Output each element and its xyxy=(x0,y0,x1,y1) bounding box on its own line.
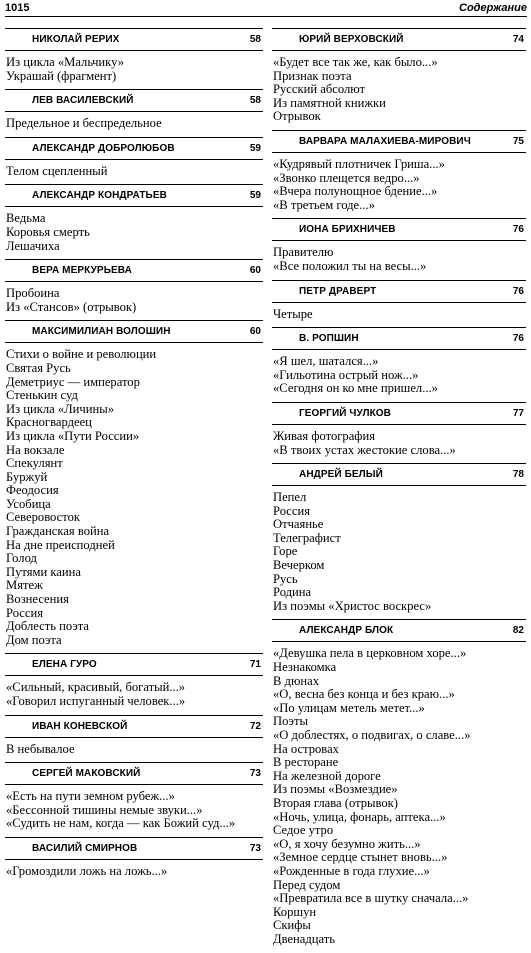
poem-title: «В твоих устах жестокие слова...» xyxy=(273,442,456,457)
section-heading xyxy=(5,716,263,738)
poem-title: Поэты xyxy=(273,714,308,729)
poem-title: Родина xyxy=(273,585,312,600)
section-heading xyxy=(5,138,263,160)
poem-title: «О доблестях, о подвигах, о славе...» xyxy=(273,728,471,742)
section-heading xyxy=(272,29,526,51)
toc-section xyxy=(272,463,526,619)
poem-title: Гражданская война xyxy=(6,524,110,539)
poem-title: Святая Русь xyxy=(6,360,71,375)
author-name: АЛЕКСАНДР БЛОК xyxy=(299,625,394,637)
poem-title: Перед судом xyxy=(273,877,341,892)
page-reference: 59 xyxy=(249,142,261,154)
author-name: ВЕРА МЕРКУРЬЕВА xyxy=(32,265,132,277)
toc-section xyxy=(272,280,526,328)
poem-list xyxy=(5,343,263,653)
section-heading xyxy=(5,260,263,282)
poem-title: «Превратила все в шутку сначала...» xyxy=(273,891,469,906)
poem-title: «Рожденные в года глухие...» xyxy=(273,863,430,878)
poem-list xyxy=(272,51,526,130)
section-heading xyxy=(5,763,263,785)
poem-title: Украшай (фрагмент) xyxy=(6,68,117,83)
poem-list xyxy=(272,642,526,952)
section-heading xyxy=(272,464,526,486)
poem-title: Россия xyxy=(273,503,311,518)
author-name: МАКСИМИЛИАН ВОЛОШИН xyxy=(32,326,171,338)
poem-list xyxy=(272,350,526,402)
author-name: АНДРЕЙ БЕЛЫЙ xyxy=(299,469,383,481)
page-reference: 60 xyxy=(249,265,261,277)
running-header xyxy=(5,2,527,17)
poem-title: Вознесения xyxy=(6,592,69,607)
poem-title: Ведьма xyxy=(6,211,46,226)
poem-title: Деметриус — император xyxy=(6,374,140,389)
poem-list xyxy=(5,738,263,763)
poem-list xyxy=(272,425,526,463)
toc-section xyxy=(5,137,263,185)
page-reference: 73 xyxy=(249,768,261,780)
poem-title: «Сильный, красивый, богатый...» xyxy=(6,680,186,695)
poem-title: Из цикла «Пути России» xyxy=(6,428,140,443)
poem-title: Отчаянье xyxy=(273,517,324,532)
poem-title: «Я шел, шатался...» xyxy=(273,354,379,369)
author-name: ВАСИЛИЙ СМИРНОВ xyxy=(32,842,138,854)
poem-title: Скифы xyxy=(273,918,311,933)
page-reference: 73 xyxy=(249,842,261,854)
poem-title: Россия xyxy=(6,605,44,620)
poem-title: Незнакомка xyxy=(273,660,337,675)
author-name: ЮРИЙ ВЕРХОВСКИЙ xyxy=(299,34,404,45)
poem-title: «Будет все так же, как было...» xyxy=(273,55,438,69)
poem-title: Живая фотография xyxy=(273,428,376,443)
poem-title: Стихи о войне и революции xyxy=(6,347,157,362)
poem-title: Предельное и беспредельное xyxy=(6,116,162,131)
poem-title: Из цикла «Личины» xyxy=(6,401,114,416)
poem-title: Путями каина xyxy=(6,564,81,579)
section-heading xyxy=(272,620,526,642)
author-name: ГЕОРГИЙ ЧУЛКОВ xyxy=(299,407,391,419)
poem-title: «Сегодня он ко мне пришел...» xyxy=(273,381,438,396)
poem-title: «Девушка пела в церковном хоре...» xyxy=(273,646,467,661)
poem-title: «Гильотина острый нож...» xyxy=(273,367,419,382)
author-name: ПЕТР ДРАВЕРТ xyxy=(299,285,377,297)
poem-title: Русский абсолют xyxy=(273,82,365,97)
page-reference: 58 xyxy=(249,34,261,45)
poem-title: «Есть на пути земном рубеж...» xyxy=(6,789,175,804)
section-heading xyxy=(5,90,263,112)
toc-section xyxy=(272,218,526,279)
poem-title: «Все положил ты на весы...» xyxy=(273,258,427,273)
poem-title: Мятеж xyxy=(6,578,43,593)
poem-title: Красногвардеец xyxy=(6,415,92,430)
poem-title: Из поэмы «Возмездие» xyxy=(273,782,398,797)
poem-list xyxy=(272,486,526,619)
toc-section xyxy=(5,28,263,89)
section-heading xyxy=(272,328,526,350)
poem-title: «Громоздили ложь на ложь...» xyxy=(6,863,168,878)
author-name: ЕЛЕНА ГУРО xyxy=(32,659,97,671)
page-reference: 74 xyxy=(512,34,524,45)
poem-title: «О, весна без конца и без краю...» xyxy=(273,687,455,702)
poem-list xyxy=(5,160,263,185)
poem-list xyxy=(5,860,263,885)
poem-title: Двенадцать xyxy=(273,931,336,946)
author-name: ИВАН КОНЕВСКОЙ xyxy=(32,720,128,732)
toc-section xyxy=(272,28,526,130)
poem-title: «Бессонной тишины немые звуки...» xyxy=(6,802,203,817)
section-heading xyxy=(272,219,526,241)
poem-title: «В третьем годе...» xyxy=(273,197,375,212)
poem-title: Русь xyxy=(273,571,298,586)
poem-list xyxy=(5,785,263,837)
author-name: АЛЕКСАНДР ДОБРОЛЮБОВ xyxy=(32,142,175,154)
section-heading xyxy=(5,185,263,207)
toc-section xyxy=(272,402,526,463)
poem-list xyxy=(272,241,526,279)
poem-title: Из памятной книжки xyxy=(273,95,386,110)
toc-section xyxy=(5,259,263,320)
poem-title: Из «Стансов» (отрывок) xyxy=(6,299,137,314)
poem-list xyxy=(5,51,263,89)
page-reference: 71 xyxy=(249,659,261,671)
poem-title: «Ночь, улица, фонарь, аптека...» xyxy=(273,809,446,824)
poem-title: «Судить не нам, когда — как Божий суд...» xyxy=(6,816,236,831)
poem-title: Из поэмы «Христос воскрес» xyxy=(273,598,432,613)
page-reference: 76 xyxy=(512,285,524,297)
poem-title: Вечерком xyxy=(273,558,325,573)
poem-title: Вторая глава (отрывок) xyxy=(273,795,398,810)
page-reference: 75 xyxy=(512,135,524,147)
page-reference: 82 xyxy=(512,625,524,637)
section-heading xyxy=(272,403,526,425)
poem-list xyxy=(5,207,263,259)
page-reference: 60 xyxy=(249,326,261,338)
running-title: Содержание xyxy=(459,2,527,14)
author-name: АЛЕКСАНДР КОНДРАТЬЕВ xyxy=(32,190,167,202)
poem-title: На вокзале xyxy=(6,442,65,457)
page-reference: 58 xyxy=(249,95,261,107)
poem-title: Спекулянт xyxy=(6,456,63,471)
toc-section xyxy=(5,653,263,714)
poem-title: Пробоина xyxy=(6,286,60,301)
poem-title: Отрывок xyxy=(273,109,321,124)
poem-list xyxy=(272,303,526,328)
poem-title: На островах xyxy=(273,741,339,756)
section-heading xyxy=(5,654,263,676)
contents-column-right xyxy=(272,28,526,953)
page-reference: 77 xyxy=(512,407,524,419)
author-name: ЛЕВ ВАСИЛЕВСКИЙ xyxy=(32,95,134,107)
toc-section xyxy=(5,837,263,885)
poem-title: Четыре xyxy=(273,306,313,321)
poem-title: Северовосток xyxy=(6,510,81,525)
poem-title: «Говорил испуганный человек...» xyxy=(6,694,186,708)
poem-title: На железной дороге xyxy=(273,768,381,783)
poem-title: Усобица xyxy=(6,496,51,511)
page-reference: 76 xyxy=(512,333,524,345)
poem-title: «Вчера полунощное бдение...» xyxy=(273,184,438,199)
toc-section xyxy=(5,320,263,653)
poem-title: Голод xyxy=(6,551,37,566)
poem-title: Седое утро xyxy=(273,823,334,838)
toc-section xyxy=(5,184,263,259)
author-name: НИКОЛАЙ РЕРИХ xyxy=(32,34,120,45)
poem-title: На дне преисподней xyxy=(6,537,115,552)
poem-title: Телом сцепленный xyxy=(6,163,108,178)
author-name: СЕРГЕЙ МАКОВСКИЙ xyxy=(32,768,141,780)
poem-title: Признак поэта xyxy=(273,68,352,83)
poem-list xyxy=(5,282,263,320)
poem-title: Лешачиха xyxy=(6,238,60,253)
poem-title: «О, я хочу безумно жить...» xyxy=(273,836,421,851)
poem-title: «По улицам метель метет...» xyxy=(273,700,425,715)
poem-title: Буржуй xyxy=(6,469,48,484)
page-reference: 76 xyxy=(512,224,524,236)
section-heading xyxy=(5,838,263,860)
poem-title: Стенькин суд xyxy=(6,388,78,403)
author-name: ВАРВАРА МАЛАХИЕВА-МИРОВИЧ xyxy=(299,135,471,147)
poem-title: Коровья смерть xyxy=(6,224,90,239)
poem-list xyxy=(5,676,263,714)
poem-title: Из цикла «Мальчику» xyxy=(6,55,125,69)
poem-title: Доблесть поэта xyxy=(6,619,89,634)
poem-title: Феодосия xyxy=(6,483,59,498)
poem-title: Правителю xyxy=(273,245,334,260)
page-number: 1015 xyxy=(5,2,30,14)
section-heading xyxy=(272,281,526,303)
author-name: В. РОПШИН xyxy=(299,333,359,345)
page-reference: 59 xyxy=(249,190,261,202)
poem-title: Горе xyxy=(273,544,298,559)
poem-title: Телеграфист xyxy=(273,530,341,545)
section-heading xyxy=(272,131,526,153)
poem-list xyxy=(272,153,526,218)
toc-section xyxy=(272,327,526,402)
poem-title: Пепел xyxy=(273,490,307,505)
section-heading xyxy=(5,321,263,343)
author-name: ИОНА БРИХНИЧЕВ xyxy=(299,224,396,236)
poem-title: «Земное сердце стынет вновь...» xyxy=(273,850,448,865)
poem-title: В дюнах xyxy=(273,673,319,688)
poem-title: В небывалое xyxy=(6,741,75,756)
section-heading xyxy=(5,29,263,51)
poem-title: «Звонко плещется ведро...» xyxy=(273,170,420,185)
page-reference: 78 xyxy=(512,469,524,481)
toc-section xyxy=(272,619,526,952)
poem-title: Коршун xyxy=(273,904,317,919)
page-reference: 72 xyxy=(249,720,261,732)
poem-title: «Кудрявый плотничек Гриша...» xyxy=(273,156,445,171)
toc-section xyxy=(5,715,263,763)
toc-section xyxy=(272,130,526,218)
poem-list xyxy=(5,112,263,137)
poem-title: Дом поэта xyxy=(6,632,62,647)
toc-section xyxy=(5,89,263,137)
poem-title: В ресторане xyxy=(273,755,339,770)
contents-column-left xyxy=(5,28,263,885)
